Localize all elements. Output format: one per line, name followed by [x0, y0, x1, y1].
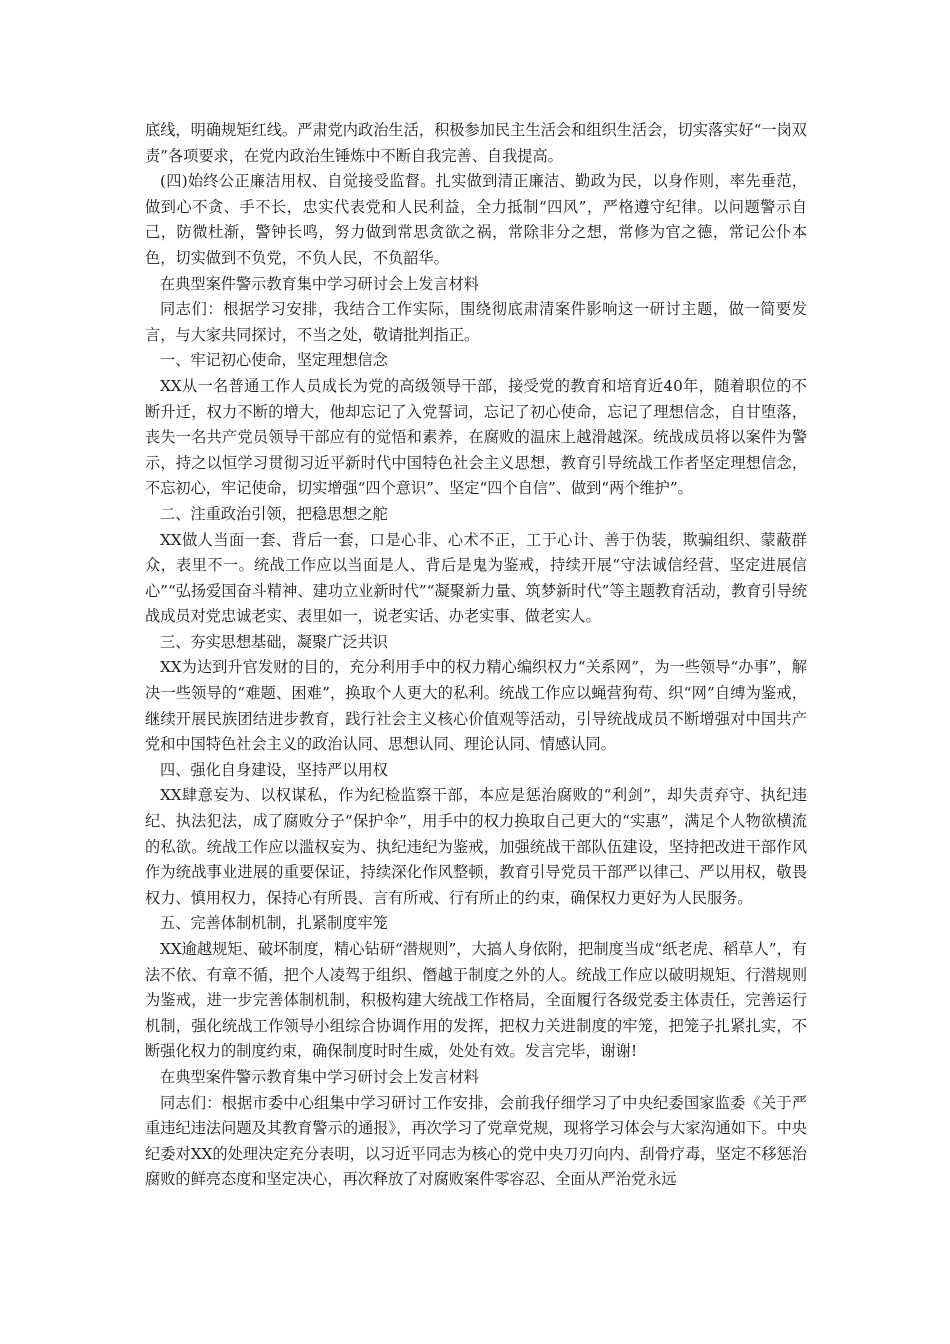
section-heading-3: 三、夯实思想基础，凝聚广泛共识	[160, 632, 388, 651]
paragraph-section-four: (四)始终公正廉洁用权、自觉接受监督。扎实做到清正廉洁、勤政为民，以身作则，率先垂范，做到心不贪、手不长，忠实代表党和人民利益，全力抵制“四风”，严格遵守纪律。以问题警示自己，防微杜渐，警钟长鸣，努力做到常思贪欲之祸，常除非分之想，常修为官之德，常记公仆本色，切实做到不负党，不负人民，不负韶华。	[145, 172, 807, 267]
paragraph-section-5: XX逾越规矩、破坏制度，精心钻研“潜规则”，大搞人身依附，把制度当成“纸老虎、稻草人”，有法不依、有章不循，把个人凌驾于组织、僭越于制度之外的人。统战工作应以破明规矩、行潜规则为鉴戒，进一步完善体制机制，积极构建大统战工作格局，全面履行各级党委主体责任，完善运行机制，强化统战工作领导小组综合协调作用的发挥，把权力关进制度的牢笼，把笼子扎紧扎实，不断强化权力的制度约束，确保制度时时生威，处处有效。发言完毕，谢谢!	[145, 940, 807, 1061]
document-title: 在典型案件警示教育集中学习研讨会上发言材料	[160, 274, 479, 293]
document-title-2: 在典型案件警示教育集中学习研讨会上发言材料	[160, 1067, 479, 1086]
section-heading-2: 二、注重政治引领，把稳思想之舵	[160, 504, 388, 523]
paragraph-opening: 同志们：根据学习安排，我结合工作实际，围绕彻底肃清案件影响这一研讨主题，做一简要发言，与大家共同探讨，不当之处，敬请批判指正。	[145, 300, 807, 344]
paragraph-opening-2: 同志们：根据市委中心组集中学习研讨工作安排，会前我仔细学习了中央纪委国家监委《关于严重违纪违法问题及其教育警示的通报》，再次学习了党章党规，现将学习体会与大家沟通如下。中央纪委对XX的处理决定充分表明，以习近平同志为核心的党中央刀刃向内、刮骨疗毒，坚定不移惩治腐败的鲜亮态度和坚定决心，再次释放了对腐败案件零容忍、全面从严治党永远	[145, 1093, 807, 1189]
paragraph-section-1: XX从一名普通工作人员成长为党的高级领导干部，接受党的教育和培育近40年，随着职位的不断升迁，权力不断的增大，他却忘记了入党誓词，忘记了初心使命，忘记了理想信念，自甘堕落，丧失一名共产党员领导干部应有的觉悟和素养，在腐败的温床上越滑越深。统战成员将以案件为警示，持之以恒学习贯彻习近平新时代中国特色社会主义思想，教育引导统战工作者坚定理想信念，不忘初心，牢记使命，切实增强“四个意识”、坚定“四个自信”、做到“两个维护”。	[145, 376, 807, 498]
document-body	[145, 118, 807, 1193]
section-heading-1: 一、牢记初心使命，坚定理想信念	[160, 351, 388, 370]
paragraph-section-4: XX肆意妄为、以权谋私，作为纪检监察干部，本应是惩治腐败的“利剑”，却失责弃守、执纪违纪、执法犯法，成了腐败分子“保护伞”，用手中的权力换取自己更大的“实惠”，满足个人物欲横流的私欲。统战工作应以滥权妄为、执纪违纪为鉴戒，加强统战干部队伍建设，坚持把改进干部作风作为统战事业进展的重要保证，持续深化作风整顿，教育引导党员干部严以律己、严以用权，敬畏权力、慎用权力，保持心有所畏、言有所戒、行有所止的约束，确保权力更好为人民服务。	[145, 786, 807, 907]
paragraph-continuation: 底线，明确规矩红线。严肃党内政治生活，积极参加民主生活会和组织生活会，切实落实好“一岗双责”各项要求，在党内政治生锤炼中不断自我完善、自我提高。	[145, 121, 807, 165]
paragraph-section-2: XX做人当面一套、背后一套，口是心非、心术不正，工于心计、善于伪装，欺骗组织、蒙蔽群众，表里不一。统战工作应以当面是人、背后是鬼为鉴戒，持续开展“守法诚信经营、坚定进展信心”“弘扬爱国奋斗精神、建功立业新时代”“凝聚新力量、筑梦新时代”等主题教育活动，教育引导统战成员对党忠诚老实、表里如一，说老实话、办老实事、做老实人。	[145, 530, 807, 626]
paragraph-section-3: XX为达到升官发财的目的，充分利用手中的权力精心编织权力“关系网”，为一些领导“办事”，解决一些领导的“难题、困难”，换取个人更大的私利。统战工作应以蝇营狗苟、织“网”自缚为鉴戒，继续开展民族团结进步教育，践行社会主义核心价值观等活动，引导统战成员不断增强对中国共产党和中国特色社会主义的政治认同、思想认同、理论认同、情感认同。	[145, 658, 807, 754]
section-heading-5: 五、完善体制机制，扎紧制度牢笼	[160, 914, 388, 933]
section-heading-4: 四、强化自身建设，坚持严以用权	[160, 760, 388, 779]
